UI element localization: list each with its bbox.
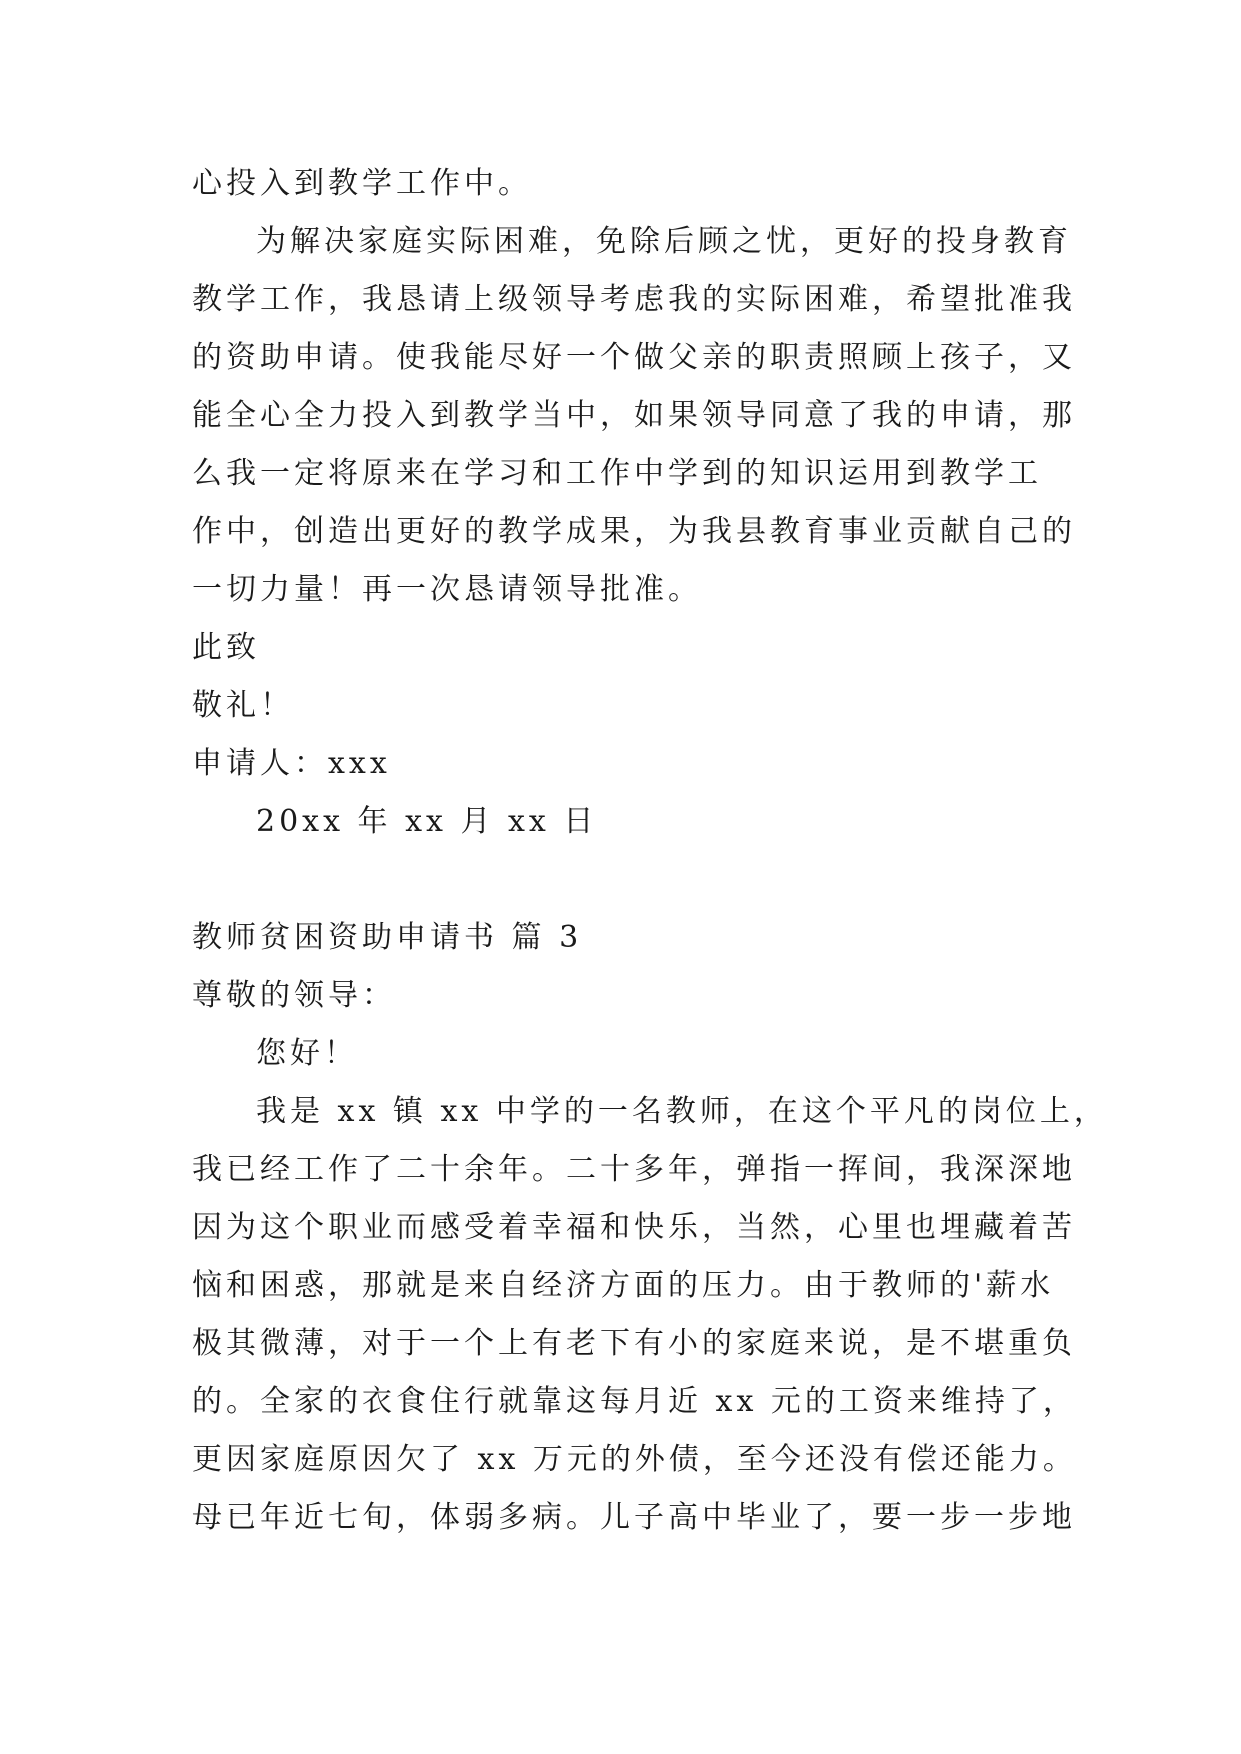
paragraph-line: 教学工作，我恳请上级领导考虑我的实际困难，希望批准我 xyxy=(192,282,1076,317)
paragraph-line: 能全心全力投入到教学当中，如果领导同意了我的申请，那 xyxy=(192,398,1076,433)
paragraph-line: 恼和困惑，那就是来自经济方面的压力。由于教师的'薪水 xyxy=(192,1268,1055,1303)
salutation-line: 尊敬的领导： xyxy=(192,978,396,1013)
applicant-line: 申请人：xxx xyxy=(192,746,391,781)
paragraph-line: 一切力量！再一次恳请领导批准。 xyxy=(192,572,702,607)
greeting-line: 您好！ xyxy=(256,1036,358,1071)
paragraph-line: 的资助申请。使我能尽好一个做父亲的职责照顾上孩子，又 xyxy=(192,340,1076,375)
paragraph-line: 我已经工作了二十余年。二十多年，弹指一挥间，我深深地 xyxy=(192,1152,1076,1187)
section-title: 教师贫困资助申请书 篇 3 xyxy=(192,920,583,955)
paragraph-line: 的。全家的衣食住行就靠这每月近 xx 元的工资来维持了， xyxy=(192,1384,1077,1419)
paragraph-line: 极其微薄，对于一个上有老下有小的家庭来说，是不堪重负 xyxy=(192,1326,1076,1361)
closing-line: 此致 xyxy=(192,630,260,665)
paragraph-line: 我是 xx 镇 xx 中学的一名教师，在这个平凡的岗位上， xyxy=(256,1094,1108,1129)
paragraph-line: 么我一定将原来在学习和工作中学到的知识运用到教学工 xyxy=(192,456,1042,491)
paragraph-line: 为解决家庭实际困难，免除后顾之忧，更好的投身教育 xyxy=(256,224,1072,259)
closing-line: 敬礼！ xyxy=(192,688,294,723)
paragraph-line: 因为这个职业而感受着幸福和快乐，当然，心里也埋藏着苦 xyxy=(192,1210,1076,1245)
date-line: 20xx 年 xx 月 xx 日 xyxy=(256,804,598,839)
paragraph-line: 作中，创造出更好的教学成果，为我县教育事业贡献自己的 xyxy=(192,514,1076,549)
paragraph-line: 母已年近七旬，体弱多病。儿子高中毕业了，要一步一步地 xyxy=(192,1500,1076,1535)
paragraph-line: 心投入到教学工作中。 xyxy=(192,166,532,201)
paragraph-line: 更因家庭原因欠了 xx 万元的外债，至今还没有偿还能力。 xyxy=(192,1442,1077,1477)
